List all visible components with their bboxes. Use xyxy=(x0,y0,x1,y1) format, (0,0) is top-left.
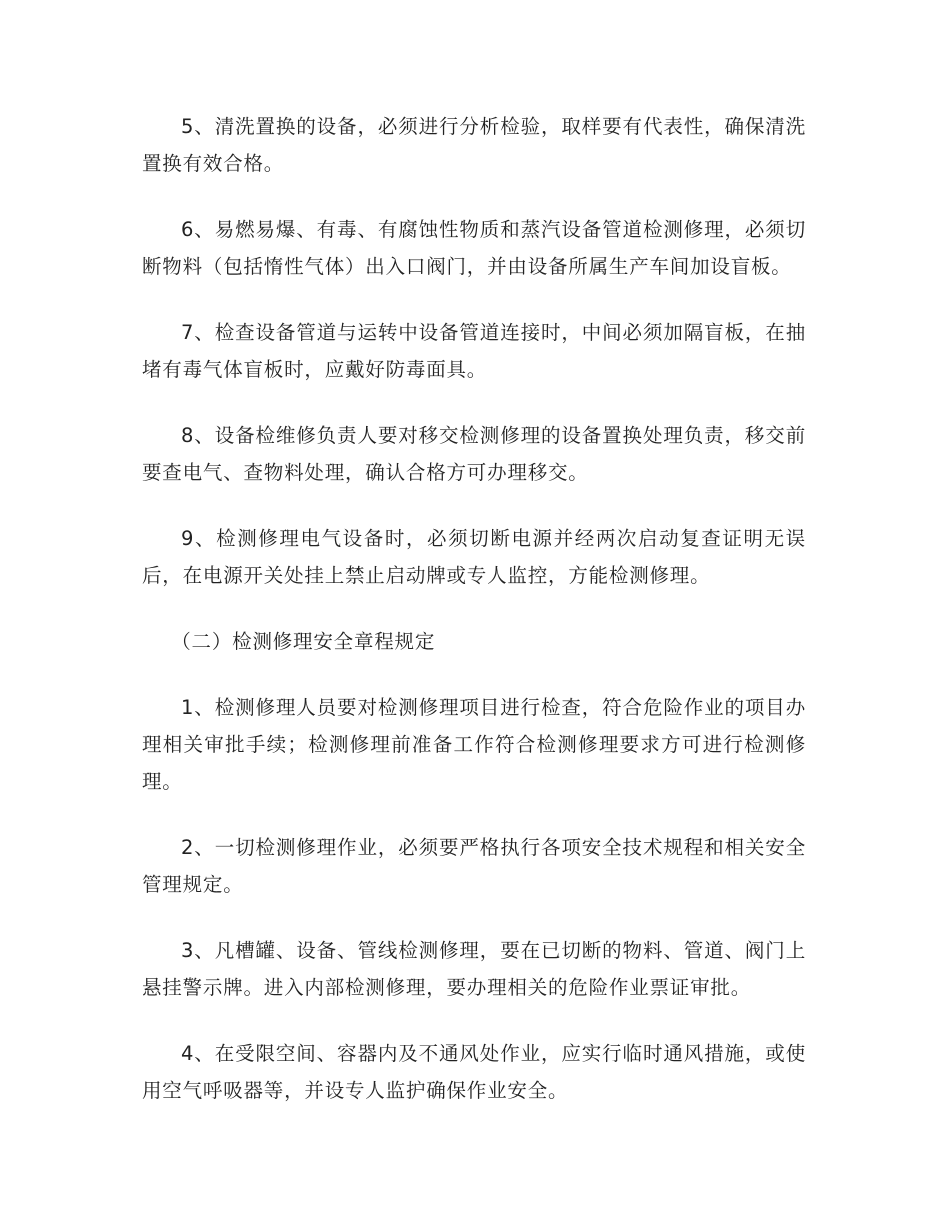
section-paragraph-3-warning-signs: 3、凡槽罐、设备、管线检测修理，要在已切断的物料、管道、阀门上悬挂警示牌。进入内部检测修理，要办理相关的危险作业票证审批。 xyxy=(142,939,806,999)
section-heading: （二）检测修理安全章程规定 xyxy=(171,630,436,653)
paragraph-5-cleaning-replacement: 5、清洗置换的设备，必须进行分析检验，取样要有代表性，确保清洗置换有效合格。 xyxy=(142,115,806,175)
section-paragraph-2-regulations: 2、一切检测修理作业，必须要严格执行各项安全技术规程和相关安全管理规定。 xyxy=(142,836,806,896)
paragraph-6-flammable-blind-plate: 6、易燃易爆、有毒、有腐蚀性物质和蒸汽设备管道检测修理，必须切断物料（包括惰性气体）出入口阀门，并由设备所属生产车间加设盲板。 xyxy=(142,218,806,278)
paragraph-8-handover: 8、设备检维修负责人要对移交检测修理的设备置换处理负责，移交前要查电气、查物料处理，确认合格方可办理移交。 xyxy=(142,424,806,484)
section-paragraph-1-inspection: 1、检测修理人员要对检测修理项目进行检查，符合危险作业的项目办理相关审批手续；检测修理前准备工作符合检测修理要求方可进行检测修理。 xyxy=(142,696,806,793)
section-paragraph-4-confined-space: 4、在受限空间、容器内及不通风处作业，应实行临时通风措施，或使用空气呼吸器等，并设专人监护确保作业安全。 xyxy=(142,1042,806,1102)
document-body xyxy=(142,108,806,1138)
paragraph-7-pipeline-connection: 7、检查设备管道与运转中设备管道连接时，中间必须加隔盲板，在抽堵有毒气体盲板时，应戴好防毒面具。 xyxy=(142,321,806,381)
paragraph-9-electrical: 9、检测修理电气设备时，必须切断电源并经两次启动复查证明无误后，在电源开关处挂上禁止启动牌或专人监控，方能检测修理。 xyxy=(142,527,806,587)
